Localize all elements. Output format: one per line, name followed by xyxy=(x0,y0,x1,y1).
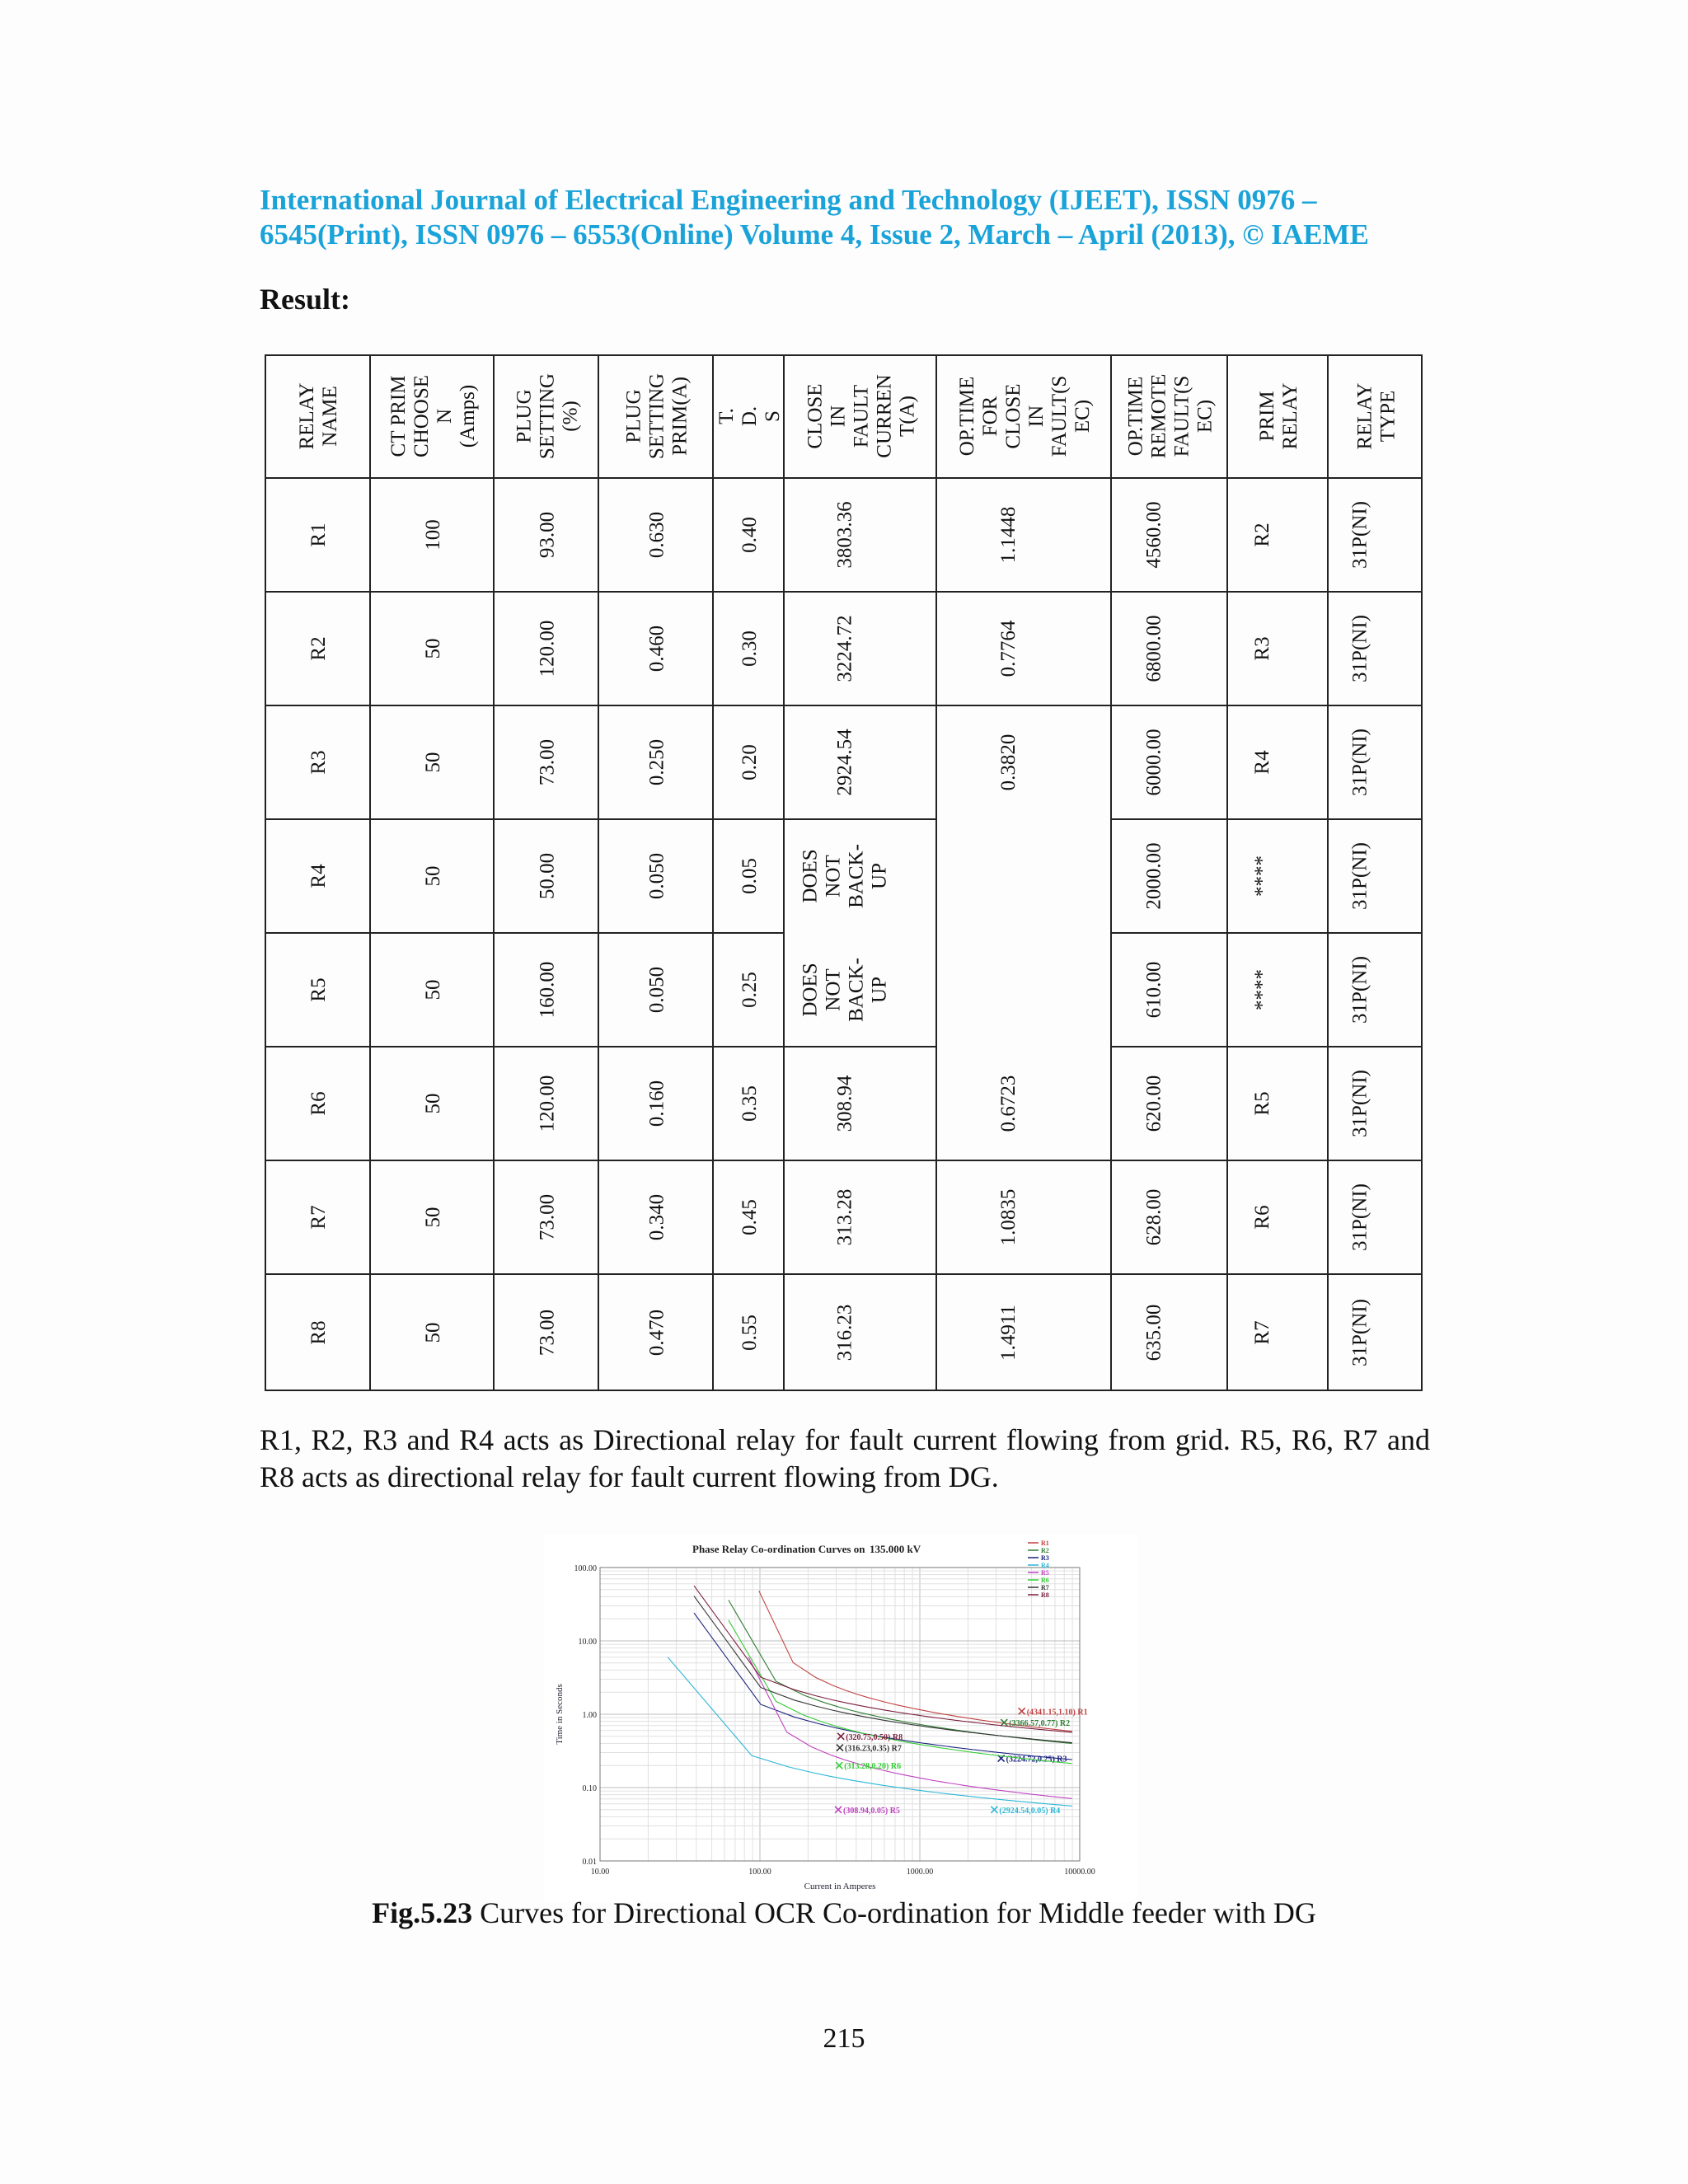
no-backup-cell-line: UP xyxy=(868,977,891,1003)
table-cell-line: 0.55 xyxy=(738,1315,761,1351)
no-backup-cell-line: DOES xyxy=(799,963,822,1017)
table-cell-line: 2924.54 xyxy=(833,729,856,796)
y-axis-label: Time in Seconds xyxy=(555,1684,565,1745)
header-cell xyxy=(387,375,479,457)
table-cell-line: 635.00 xyxy=(1142,1304,1165,1361)
header-cell-line: T. xyxy=(715,408,738,424)
fault-point-label: (316.23,0.35) R7 xyxy=(845,1744,902,1754)
table-cell-line: R7 xyxy=(307,1205,330,1230)
table-cell-line: 0.050 xyxy=(645,966,668,1014)
table-cell xyxy=(738,517,761,553)
table-cell-line: 1.4911 xyxy=(996,1305,1020,1361)
table-cell-line: R1 xyxy=(307,523,330,547)
table-cell xyxy=(1251,636,1273,660)
table-cell xyxy=(833,501,856,568)
table-cell xyxy=(645,626,668,672)
table-cell-line: R2 xyxy=(307,636,330,661)
table-cell-line: 3803.36 xyxy=(833,501,856,569)
header-cell xyxy=(1353,382,1399,449)
table-cell xyxy=(307,636,330,660)
table-cell xyxy=(1348,842,1371,910)
y-tick-label: 10.00 xyxy=(578,1638,597,1647)
table-cell xyxy=(1142,615,1165,682)
header-cell-line: CHOOSE xyxy=(410,374,433,458)
table-cell-line: 0.470 xyxy=(645,1309,668,1357)
legend-label: R2 xyxy=(1041,1547,1049,1554)
table-cell xyxy=(307,1205,330,1229)
table-cell xyxy=(833,615,856,682)
table-cell xyxy=(1142,501,1165,568)
table-cell-line: 31P(NI) xyxy=(1348,729,1372,796)
table-cell xyxy=(422,980,444,1001)
table-cell xyxy=(997,507,1020,564)
table-cell-line: 0.460 xyxy=(645,625,668,673)
legend-label: R1 xyxy=(1041,1540,1049,1547)
table-cell-line: R4 xyxy=(307,864,330,888)
header-cell-line: IN xyxy=(1025,405,1048,428)
header-cell xyxy=(513,373,581,459)
figure-caption-text: Curves for Directional OCR Co-ordination for Middle feeder with DG xyxy=(472,1896,1316,1929)
table-cell xyxy=(997,1305,1020,1361)
table-cell xyxy=(536,1310,558,1356)
table-cell-line: 0.7764 xyxy=(996,620,1020,677)
table-cell xyxy=(738,1315,761,1351)
table-cell-line: 628.00 xyxy=(1142,1188,1165,1246)
table-cell-line: 1.0835 xyxy=(996,1188,1020,1246)
chart-title: Phase Relay Co-ordination Curves on xyxy=(692,1543,865,1555)
table-cell xyxy=(307,864,330,888)
table-cell xyxy=(833,729,856,796)
table-cell xyxy=(1142,962,1165,1019)
table-cell-line: 50 xyxy=(421,752,444,773)
no-backup-cell xyxy=(799,958,890,1022)
table-cell xyxy=(645,1080,668,1127)
fault-point-label: (3224.72,0.25) R3 xyxy=(1006,1755,1067,1765)
table-cell-line: 0.20 xyxy=(738,744,761,780)
fault-point-label: (320.75,0.50) R8 xyxy=(846,1732,903,1742)
table-cell xyxy=(307,523,330,546)
header-cell-line: REMOTE xyxy=(1147,373,1170,459)
header-cell-line: PRIM(A) xyxy=(668,377,692,456)
table-cell xyxy=(1142,1305,1165,1361)
table-cell xyxy=(833,1075,856,1132)
legend-label: R3 xyxy=(1041,1554,1049,1562)
table-cell-line: 120.00 xyxy=(536,620,559,677)
header-cell-line: (%) xyxy=(559,401,582,432)
header-cell-line: RELAY xyxy=(1278,382,1301,450)
header-cell-line: EC) xyxy=(1071,399,1094,434)
table-cell xyxy=(1348,1183,1371,1251)
no-backup-cell-line: BACK- xyxy=(845,844,868,908)
table-cell xyxy=(536,621,558,677)
table-cell-line: 308.94 xyxy=(833,1075,856,1132)
table-cell-line: 50 xyxy=(421,638,444,659)
table-cell xyxy=(1142,842,1165,909)
table-cell xyxy=(738,858,761,894)
legend-label: R5 xyxy=(1041,1569,1049,1577)
table-cell xyxy=(645,512,668,558)
table-cell-line: R3 xyxy=(307,750,330,775)
chart-subtitle: 135.000 kV xyxy=(870,1543,921,1555)
x-tick-label: 10000.00 xyxy=(1064,1868,1095,1877)
table-cell-line: 0.630 xyxy=(645,511,668,559)
table-cell xyxy=(1251,1320,1273,1344)
table-cell-line: 50 xyxy=(421,1322,444,1343)
table-cell xyxy=(536,739,558,785)
coordination-curves-chart xyxy=(544,1535,1137,1901)
header-cell-line: N xyxy=(433,408,456,424)
journal-header-line-2: 6545(Print), ISSN 0976 – 6553(Online) Volume 4, Issue 2, March – April (2013), © IAEME xyxy=(260,218,1369,251)
header-cell-line: FAULT(S xyxy=(1048,375,1071,457)
header-cell xyxy=(1256,382,1301,449)
table-cell-line: R6 xyxy=(1250,1205,1273,1230)
table-cell-line: 313.28 xyxy=(833,1188,856,1246)
table-cell-line: 0.40 xyxy=(738,517,761,553)
header-cell-line: S xyxy=(761,410,784,422)
legend-label: R8 xyxy=(1041,1591,1049,1599)
header-cell-line: FOR xyxy=(978,396,1001,437)
table-cell-line: 0.35 xyxy=(738,1085,761,1122)
header-cell-line: IN xyxy=(827,405,850,428)
table-cell-line: **** xyxy=(1250,969,1273,1010)
table-cell-line: 4560.00 xyxy=(1142,501,1165,569)
table-cell-line: 31P(NI) xyxy=(1348,956,1372,1024)
table-cell-line: R4 xyxy=(1250,750,1273,775)
y-tick-label: 1.00 xyxy=(582,1711,597,1720)
figure-caption xyxy=(0,1896,1688,1930)
table-cell-line: R7 xyxy=(1250,1320,1273,1345)
table-cell xyxy=(1348,729,1371,796)
header-cell xyxy=(956,376,1094,457)
no-backup-cell-line: UP xyxy=(868,863,891,889)
table-cell xyxy=(738,1199,761,1235)
table-cell xyxy=(645,1310,668,1356)
header-cell-line: (Amps) xyxy=(456,384,479,448)
table-cell-line: 31P(NI) xyxy=(1348,842,1372,910)
table-cell xyxy=(422,1207,444,1228)
body-paragraph: R1, R2, R3 and R4 acts as Directional relay for fault current flowing from grid. R5, R6, R7 and R8 acts as directional relay for fault current flowing from DG. xyxy=(260,1423,1430,1493)
header-cell-line: CLOSE xyxy=(1001,383,1025,449)
fault-point-label: (2924.54,0.05) R4 xyxy=(999,1806,1061,1816)
table-cell-line: 316.23 xyxy=(833,1304,856,1361)
table-cell-line: 93.00 xyxy=(536,511,559,559)
table-cell-line: 0.3820 xyxy=(996,733,1020,791)
table-cell-line: 120.00 xyxy=(536,1075,559,1132)
table-cell xyxy=(1251,1205,1273,1229)
table-cell xyxy=(738,972,761,1008)
table-cell-line: 50.00 xyxy=(536,852,559,900)
table-cell xyxy=(833,1189,856,1246)
table-cell-line: 6000.00 xyxy=(1142,729,1165,796)
table-cell-line: **** xyxy=(1250,855,1273,897)
fault-point-label: (313.28,0.20) R6 xyxy=(844,1762,902,1772)
table-cell xyxy=(1348,1299,1371,1366)
no-backup-cell-line: BACK- xyxy=(845,958,868,1022)
table-cell xyxy=(422,639,444,659)
table-cell xyxy=(645,967,668,1013)
table-cell xyxy=(422,1323,444,1343)
table-cell xyxy=(1251,969,1273,1010)
relay-settings-table-svg xyxy=(265,354,1423,1391)
table-cell xyxy=(1348,956,1371,1024)
no-backup-cell-line: DOES xyxy=(799,849,822,903)
table-cell xyxy=(738,1085,761,1122)
table-cell-line: R5 xyxy=(1250,1091,1273,1116)
table-cell xyxy=(1251,1091,1273,1115)
table-cell-line: 2000.00 xyxy=(1142,842,1165,910)
no-backup-cell-line: NOT xyxy=(822,855,845,898)
coordination-curves-figure xyxy=(544,1535,1137,1901)
table-cell xyxy=(307,750,330,774)
table-cell xyxy=(422,752,444,773)
header-cell-line: OP.TIME xyxy=(1124,376,1147,457)
table-cell-line: 73.00 xyxy=(536,738,559,786)
header-cell-line: CURREN xyxy=(873,374,896,458)
header-cell-line: PLUG xyxy=(622,389,645,443)
table-cell-line: R5 xyxy=(307,977,330,1002)
header-cell-line: FAULT(S xyxy=(1170,375,1193,457)
table-cell xyxy=(1348,1070,1371,1137)
table-cell xyxy=(1251,523,1273,546)
header-cell-line: TYPE xyxy=(1376,390,1400,443)
table-cell xyxy=(1251,855,1273,897)
header-cell xyxy=(1124,374,1216,459)
figure-caption-number: Fig.5.23 xyxy=(372,1896,473,1929)
table-cell xyxy=(422,1094,444,1114)
table-cell xyxy=(645,1194,668,1240)
header-cell-line: SETTING xyxy=(645,373,668,460)
table-cell xyxy=(1348,501,1371,569)
header-cell xyxy=(296,382,341,449)
table-cell-line: 620.00 xyxy=(1142,1075,1165,1132)
table-cell-line: 73.00 xyxy=(536,1309,559,1357)
table-cell xyxy=(1251,750,1273,775)
legend-label: R6 xyxy=(1041,1577,1049,1584)
y-tick-label: 100.00 xyxy=(574,1564,597,1573)
header-cell-line: NAME xyxy=(318,386,341,447)
header-cell-line: RELAY xyxy=(1353,382,1376,450)
x-tick-label: 100.00 xyxy=(748,1868,771,1877)
table-cell xyxy=(997,1076,1020,1132)
header-cell-line: PRIM xyxy=(1255,391,1278,442)
relay-settings-table xyxy=(265,354,1423,1391)
table-cell-line: 0.45 xyxy=(738,1199,761,1235)
journal-header xyxy=(260,183,1430,252)
table-cell-line: 31P(NI) xyxy=(1348,501,1372,569)
table-cell-line: 6800.00 xyxy=(1142,615,1165,682)
header-cell xyxy=(622,373,691,459)
table-cell xyxy=(422,866,444,887)
table-cell xyxy=(997,734,1020,791)
table-cell-line: 50 xyxy=(421,865,444,887)
result-label: Result: xyxy=(260,283,350,316)
y-tick-label: 0.10 xyxy=(582,1784,597,1793)
table-cell xyxy=(738,630,761,667)
table-cell-line: 73.00 xyxy=(536,1193,559,1241)
table-cell-line: 0.050 xyxy=(645,852,668,900)
header-cell-line: FAULT xyxy=(850,384,873,448)
legend-label: R7 xyxy=(1041,1584,1049,1591)
table-cell xyxy=(536,1194,558,1240)
x-tick-label: 1000.00 xyxy=(906,1868,934,1877)
table-cell xyxy=(1142,729,1165,795)
table-cell xyxy=(1348,615,1371,682)
table-cell-line: 31P(NI) xyxy=(1348,1183,1372,1251)
table-cell xyxy=(307,1320,330,1344)
table-cell-line: 0.6723 xyxy=(996,1075,1020,1132)
table-cell xyxy=(536,962,558,1019)
table-cell-line: 50 xyxy=(421,1207,444,1228)
table-cell xyxy=(307,1091,330,1115)
table-cell-line: 3224.72 xyxy=(833,615,856,682)
table-cell xyxy=(738,744,761,780)
table-cell-line: 31P(NI) xyxy=(1348,1299,1372,1366)
table-cell xyxy=(422,519,444,551)
table-cell-line: 0.25 xyxy=(738,972,761,1008)
y-tick-label: 0.01 xyxy=(582,1858,597,1867)
page-number: 215 xyxy=(823,2023,865,2054)
table-cell xyxy=(645,853,668,899)
table-cell-line: R3 xyxy=(1250,636,1273,661)
table-cell xyxy=(833,1305,856,1361)
table-cell xyxy=(997,1189,1020,1246)
table-cell xyxy=(645,739,668,785)
table-cell xyxy=(1142,1076,1165,1132)
fault-point-label: (4341.15,1.10) R1 xyxy=(1026,1708,1088,1718)
table-cell-line: 31P(NI) xyxy=(1348,615,1372,682)
journal-header-line-1: International Journal of Electrical Engineering and Technology (IJEET), ISSN 0976 – xyxy=(260,184,1317,216)
table-cell-line: 31P(NI) xyxy=(1348,1070,1372,1137)
legend-label: R4 xyxy=(1041,1562,1049,1569)
header-cell-line: D. xyxy=(738,405,761,427)
header-cell-line: CLOSE xyxy=(804,383,827,449)
table-cell-line: 610.00 xyxy=(1142,961,1165,1019)
table-cell-line: 0.340 xyxy=(645,1193,668,1241)
header-cell-line: CT PRIM xyxy=(387,375,410,457)
fault-point-label: (308.94,0.05) R5 xyxy=(843,1806,900,1816)
no-backup-cell xyxy=(799,844,890,908)
table-cell-line: 1.1448 xyxy=(996,506,1020,564)
table-cell-line: R2 xyxy=(1250,523,1273,547)
header-cell-line: SETTING xyxy=(536,373,559,460)
header-cell xyxy=(804,374,918,457)
header-cell-line: T(A) xyxy=(896,396,919,437)
table-cell-line: R8 xyxy=(307,1320,330,1345)
x-tick-label: 10.00 xyxy=(590,1868,610,1877)
table-cell-line: 0.05 xyxy=(738,858,761,894)
header-cell-line: PLUG xyxy=(513,389,536,443)
table-cell xyxy=(997,620,1020,677)
table-cell-line: 0.250 xyxy=(645,738,668,786)
table-cell-line: 0.160 xyxy=(645,1080,668,1127)
table-cell xyxy=(1142,1189,1165,1246)
table-cell xyxy=(536,512,558,558)
header-cell-line: RELAY xyxy=(295,382,318,450)
fault-point-label: (3366.57,0.77) R2 xyxy=(1009,1719,1071,1729)
header-cell xyxy=(715,406,784,426)
x-axis-label: Current in Amperes xyxy=(804,1882,876,1891)
table-cell-line: 100 xyxy=(421,519,444,551)
table-cell xyxy=(536,1076,558,1132)
table-cell-line: 50 xyxy=(421,979,444,1001)
table-cell xyxy=(307,977,330,1001)
table-cell-line: R6 xyxy=(307,1091,330,1116)
header-cell-line: OP.TIME xyxy=(955,376,978,457)
table-cell-line: 0.30 xyxy=(738,630,761,667)
table-cell-line: 160.00 xyxy=(536,961,559,1019)
table-cell xyxy=(536,853,558,899)
table-cell-line: 50 xyxy=(421,1093,444,1114)
header-cell-line: EC) xyxy=(1193,399,1217,434)
no-backup-cell-line: NOT xyxy=(822,968,845,1011)
